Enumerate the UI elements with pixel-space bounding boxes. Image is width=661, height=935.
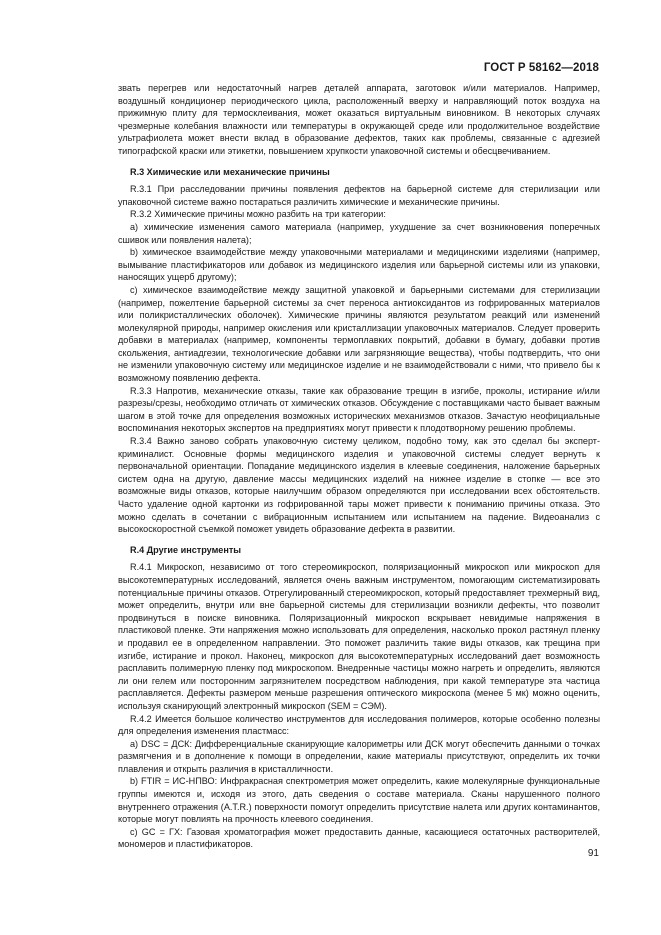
list-item-r3-c: c) химическое взаимодействие между защитной упаковкой и барьерными системами для стерилизации (например, пожелтение барьерной системы за счет переноса антиоксидантов из гофрированных материалов или поликристаллических оболочек). Химические причины являются результатом реакций или изменений молекулярной природы, например окисления или кристаллизации упаковочных материалов. Следует проверить добавки в материалах (например, компоненты термоплавких покрытий, добавки в бумагу, добавки против скольжения, антиадгезии, технологические добавки или загрязняющие вещества), чтобы подтвердить, что они не изменили упаковочную систему или медицинское изделие и не взаимодействовали с ними, что привело бы к возможному появлению дефекта.: [118, 284, 600, 384]
clause-r3-3: R.3.3 Напротив, механические отказы, такие как образование трещин в изгибе, проколы, истирание и/или разрезы/срезы, необходимо отличать от химических отказов. Обсуждение с поставщиками часто бывает важным шагом в этой точке для определения возможных исторических механизмов отказов. Зачастую неофициальные воспоминания некоторых экспертов на предприятиях могут привести к плодотворному решению проблемы.: [118, 385, 600, 434]
list-item-r4-a: а) DSC = ДСК: Дифференциальные сканирующие калориметры или ДСК могут обеспечить данными о точках размягчения и в дополнение к помощи в определении, какие материалы присутствуют, определить их точки плавления и открыть различия в кристалличности.: [118, 738, 600, 774]
clause-r3-4: R.3.4 Важно заново собрать упаковочную систему целиком, подобно тому, как это сделал бы эксперт-криминалист. Основные формы медицинского изделия и упаковочной системы следует вернуть к первоначальной ориентации. Попадание медицинского изделия в клеевые соединения, наложение барьерных систем одна на другую, давление массы медицинских изделий на нижнее изделие в стопке — все это возможные виды отказов, которые наилучшим образом определяются при исследовании всех обстоятельств. Часто удаление одной картонки из гофрированной тары может привести к пониманию причины отказа. Это можно сделать в сочетании с вибрационным испытанием или испытанием на падение. Видеоанализ с высокоскоростной съемкой поможет увидеть образование дефекта в развитии.: [118, 436, 600, 535]
list-item-r4-c: c) GC = ГХ: Газовая хроматография может предоставить данные, касающиеся остаточных растворителей, мономеров и пластификаторов.: [118, 826, 600, 850]
clause-r4-1: R.4.1 Микроскоп, независимо от того стереомикроскоп, поляризационный микроскоп или микроскоп для высокотемпературных исследований, является очень важным инструментом, помогающим систематизировать потенциальные причины отказов. Отрегулированный стереомикроскоп, который предоставляет трехмерный вид, может определить, внутри или вне барьерной системы для стерилизации возникли дефекты, что позволит продвинуться в поиске виновника. Поляризационный микроскоп вскрывает невидимые напряжения в пластиковой пленке. Эти напряжения можно использовать для определения, насколько прокол растянул пленку и продавил ее в определенном направлении. Это поможет различить такие виды отказов, как трещина при изгибе, истирание и прокол. Наконец, микроскоп для высокотемпературных исследований дает возможность расплавить полимерную пленку под микроскопом. Внедренные частицы можно нагреть и определить, являются ли они гелем или посторонним загрязнителем посредством наблюдения, при какой температуре эта частица расплавляется. Дефекты размером меньше разрешения оптического микроскопа (менее 5 мк) можно оценить, используя сканирующий электронный микроскоп (SEM = СЭМ).: [118, 562, 600, 711]
list-item-r3-b: b) химическое взаимодействие между упаковочными материалами и медицинскими изделиями (например, вымывание пластификаторов или добавок из медицинского изделия или барьерной системы или из упаковки, наносящих ущерб другому);: [118, 247, 600, 283]
page-number: 91: [587, 848, 599, 859]
clause-r3-2: R.3.2 Химические причины можно разбить на три категории:: [130, 209, 386, 220]
document-body: [118, 82, 600, 851]
section-r3-heading: R.3 Химические или механические причины: [130, 166, 330, 177]
section-r4-heading: R.4 Другие инструменты: [130, 544, 242, 555]
clause-r3-1: R.3.1 При расследовании причины появления дефектов на барьерной системе для стерилизации или упаковочной системе важно постараться различить химические и механические причины.: [118, 184, 600, 207]
clause-r4-2: R.4.2 Имеется большое количество инструментов для исследования полимеров, которые особенно полезны для определения изменения пластмасс:: [118, 713, 600, 737]
list-item-r3-a: а) химические изменения самого материала (например, ухудшение за счет возникновения поперечных сшивок или появления налета);: [118, 221, 600, 245]
document-code-header: ГОСТ Р 58162—2018: [483, 62, 599, 74]
list-item-r4-b: b) FTIR = ИС-НПВО: Инфракрасная спектрометрия может определить, какие молекулярные функциональные группы имеются и, исходя из этого, дать сведения о составе материала. Сканы нарушенного полного внутреннего отражения (A.T.R.) поверхности помогут определить присутствие налета или других контаминантов, которые могут повлиять на прочность клеевого соединения.: [118, 776, 600, 825]
intro-paragraph: звать перегрев или недостаточный нагрев деталей аппарата, заготовок и/или материалов. Например, воздушный кондиционер периодического цикла, расположенный вверху и направляющий поток воздуха на прижимную плиту для термосклеивания, может оказаться виртуальным виновником. В некоторых случаях чрезмерные колебания влажности или температуры в окружающей среде или продолжительное воздействие ультрафиолета может внести вклад в образование дефектов, таких как проблемы, связанные с адгезией типографской краски или этикетки, повышением хрупкости упаковочной системы и обесцвечиванием.: [118, 83, 600, 156]
